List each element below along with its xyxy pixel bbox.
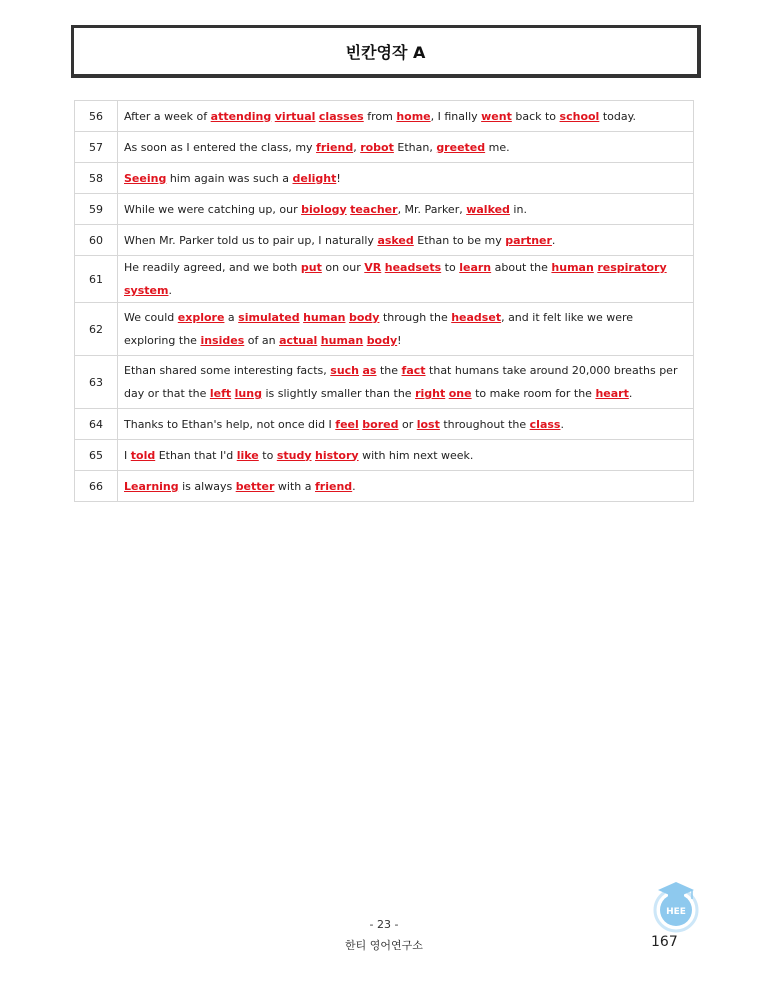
answer-word: school [559, 109, 600, 123]
hee-logo-icon [648, 878, 704, 934]
answer-word: right [415, 387, 446, 400]
book-page-number: 167 [651, 934, 678, 950]
sentence-row [75, 194, 694, 225]
sentence-fragment: back to [511, 109, 560, 123]
answer-word: biology [301, 202, 347, 216]
sentence-fragment: , and it felt like we were exploring the [124, 311, 634, 347]
sentence-number: 65 [75, 440, 118, 471]
answer-word: respiratory [597, 261, 667, 274]
sentence-table [74, 100, 694, 502]
sentence-fragment: As soon as I entered the class, my [124, 140, 317, 154]
sentence-fragment: about the [491, 261, 552, 274]
sentence-text [118, 132, 694, 163]
answer-word: VR [364, 261, 382, 274]
sentence-fragment: Ethan to be my [413, 233, 506, 247]
answer-word: such [330, 364, 359, 377]
sentence-fragment: or [398, 417, 417, 431]
sentence-fragment: Thanks to Ethan's help, not once did I [124, 417, 336, 431]
answer-word: walked [466, 202, 510, 216]
sentence-fragment: in. [509, 202, 527, 216]
sentence-text [118, 409, 694, 440]
page-number: - 23 - [369, 918, 399, 931]
sentence-fragment: , I finally [430, 109, 482, 123]
answer-word: learn [459, 261, 492, 274]
sentence-fragment: , Mr. Parker, [397, 202, 467, 216]
answer-word: put [300, 261, 322, 274]
answer-word: human [320, 334, 364, 347]
sentence-row [75, 440, 694, 471]
sentence-row [75, 256, 694, 303]
publisher-name: 한티 영어연구소 [345, 939, 423, 952]
answer-word: friend [316, 140, 354, 154]
sentence-fragment: through the [379, 311, 452, 324]
answer-word: like [236, 448, 259, 462]
sentence-fragment: . [551, 233, 556, 247]
answer-word: simulated [238, 311, 300, 324]
answer-word: human [551, 261, 594, 274]
sentence-fragment: We could [124, 311, 178, 324]
sentence-text [118, 303, 694, 356]
sentence-text [118, 194, 694, 225]
sentence-fragment: a [224, 311, 239, 324]
answer-word: Learning [124, 479, 179, 493]
sentence-fragment: is slightly smaller than the [261, 387, 416, 400]
sentence-fragment: , [353, 140, 361, 154]
sentence-fragment: While we were catching up, our [124, 202, 302, 216]
answer-word: headset [451, 311, 502, 324]
answer-word: went [481, 109, 512, 123]
answer-word: asked [377, 233, 414, 247]
sentence-fragment: to [258, 448, 277, 462]
sentence-text [118, 101, 694, 132]
sentence-fragment: with him next week. [358, 448, 474, 462]
answer-word: virtual [274, 109, 316, 123]
sentence-fragment: of an [244, 334, 280, 347]
answer-word: partner [505, 233, 552, 247]
sentence-fragment: me. [485, 140, 510, 154]
answer-word: system [124, 284, 169, 297]
sentence-number: 59 [75, 194, 118, 225]
sentence-fragment: is always [178, 479, 236, 493]
answer-word: Seeing [124, 171, 167, 185]
sentence-fragment: him again was such a [166, 171, 293, 185]
sentence-text [118, 471, 694, 502]
sentence-fragment: Ethan, [393, 140, 437, 154]
answer-word: as [362, 364, 377, 377]
sentence-text [118, 356, 694, 409]
title-box [71, 25, 701, 78]
answer-word: bored [362, 417, 399, 431]
answer-word: lung [234, 387, 262, 400]
logo-text: HEE [666, 907, 686, 917]
sentence-row [75, 303, 694, 356]
answer-word: one [448, 387, 472, 400]
sentence-fragment: . [352, 479, 356, 493]
sentence-fragment: from [363, 109, 397, 123]
answer-word: told [130, 448, 156, 462]
answer-word: explore [177, 311, 225, 324]
sentence-row [75, 356, 694, 409]
answer-word: better [235, 479, 275, 493]
sentence-fragment: today. [599, 109, 637, 123]
sentence-fragment: After a week of [124, 109, 211, 123]
sentence-fragment: He readily agreed, and we both [124, 261, 301, 274]
sentence-row [75, 132, 694, 163]
answer-word: fact [401, 364, 426, 377]
sentence-text [118, 163, 694, 194]
answer-word: robot [360, 140, 394, 154]
answer-word: study [276, 448, 312, 462]
sentence-number: 66 [75, 471, 118, 502]
sentence-fragment: . [628, 387, 633, 400]
answer-word: attending [210, 109, 272, 123]
sentence-number: 58 [75, 163, 118, 194]
sentence-row [75, 163, 694, 194]
sentence-row [75, 409, 694, 440]
sentence-fragment: I [124, 448, 131, 462]
sentence-fragment: Ethan that I'd [155, 448, 237, 462]
sentence-number: 57 [75, 132, 118, 163]
sentence-fragment: . [168, 284, 172, 297]
sentence-number: 64 [75, 409, 118, 440]
answer-word: feel [335, 417, 359, 431]
sentence-number: 62 [75, 303, 118, 356]
sentence-fragment: that humans take around 20,000 breaths per day or that the [124, 364, 678, 400]
sentence-row [75, 471, 694, 502]
answer-word: body [348, 311, 380, 324]
answer-word: heart [595, 387, 629, 400]
sentence-text [118, 256, 694, 303]
answer-word: teacher [350, 202, 398, 216]
sentence-fragment: to make room for the [471, 387, 596, 400]
answer-word: lost [416, 417, 440, 431]
sentence-number: 56 [75, 101, 118, 132]
sentence-fragment: Ethan shared some interesting facts, [124, 364, 331, 377]
answer-word: body [366, 334, 398, 347]
answer-word: insides [200, 334, 245, 347]
sentence-row [75, 225, 694, 256]
sentence-text [118, 440, 694, 471]
answer-word: left [209, 387, 232, 400]
sentence-fragment: the [376, 364, 402, 377]
sentence-fragment: ! [397, 334, 402, 347]
sentence-fragment: on our [321, 261, 365, 274]
sentence-text [118, 225, 694, 256]
sentence-fragment: ! [336, 171, 341, 185]
answer-word: human [303, 311, 346, 324]
sentence-fragment: . [560, 417, 564, 431]
sentence-number: 61 [75, 256, 118, 303]
sentence-fragment: to [441, 261, 460, 274]
answer-word: friend [315, 479, 353, 493]
answer-word: delight [292, 171, 337, 185]
page-title: 빈칸영작 A [345, 42, 426, 62]
sentence-number: 60 [75, 225, 118, 256]
sentence-fragment: throughout the [439, 417, 530, 431]
answer-word: home [396, 109, 431, 123]
sentence-fragment: with a [274, 479, 316, 493]
answer-word: headsets [384, 261, 442, 274]
sentence-fragment: When Mr. Parker told us to pair up, I naturally [124, 233, 378, 247]
answer-word: classes [318, 109, 364, 123]
answer-word: history [315, 448, 359, 462]
answer-word: greeted [436, 140, 486, 154]
answer-word: class [529, 417, 561, 431]
sentence-row [75, 101, 694, 132]
answer-word: actual [279, 334, 318, 347]
sentence-number: 63 [75, 356, 118, 409]
